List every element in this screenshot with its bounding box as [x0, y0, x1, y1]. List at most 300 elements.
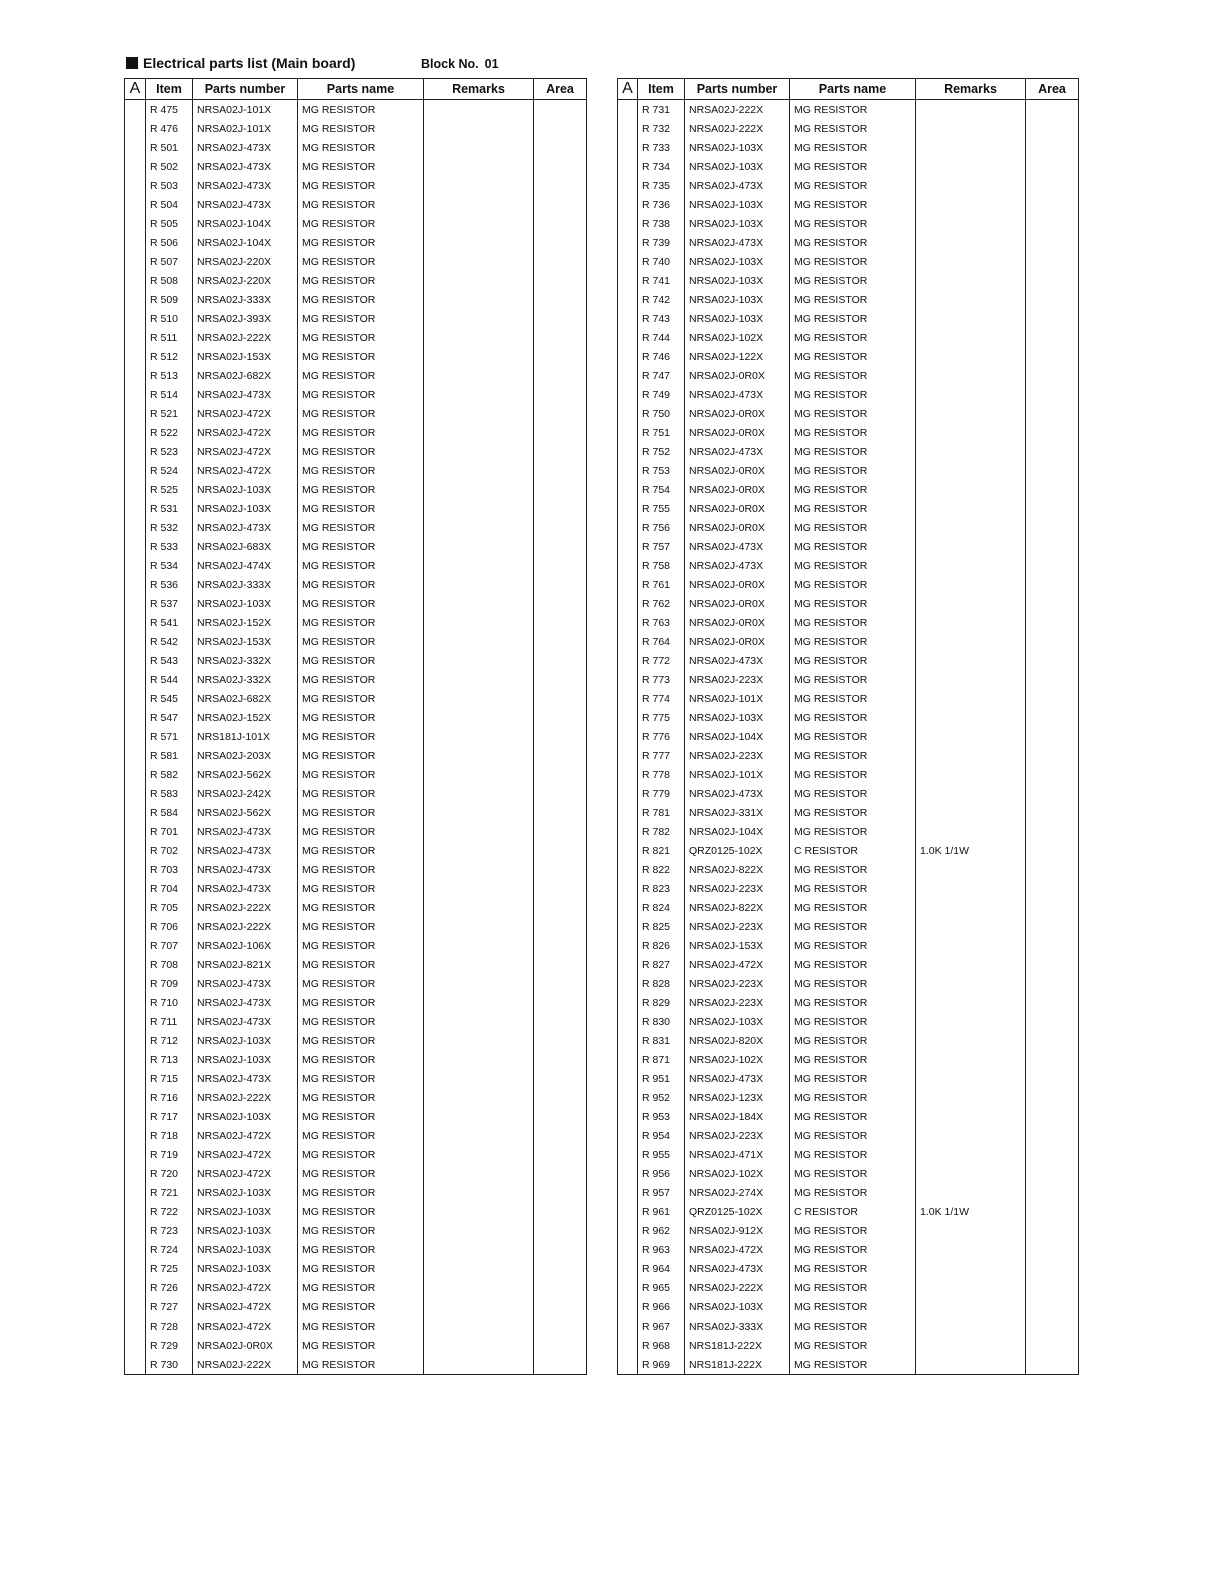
cell-a [125, 138, 146, 157]
table-row [618, 100, 1079, 120]
cell-area [1026, 689, 1079, 708]
cell-remarks [424, 823, 534, 842]
cell-parts-name: MG RESISTOR [298, 1317, 424, 1336]
cell-area [534, 1317, 587, 1336]
cell-a [125, 728, 146, 747]
cell-a [125, 785, 146, 804]
cell-a [618, 347, 638, 366]
cell-area [534, 1279, 587, 1298]
cell-remarks [424, 594, 534, 613]
table-row [125, 1241, 587, 1260]
table-row [618, 1241, 1079, 1260]
column-header-item: Item [146, 79, 193, 100]
cell-a [618, 709, 638, 728]
cell-area [534, 119, 587, 138]
cell-remarks [424, 994, 534, 1013]
table-row [618, 347, 1079, 366]
cell-parts-number: NRSA02J-822X [685, 861, 790, 880]
cell-remarks [424, 404, 534, 423]
cell-parts-number: NRSA02J-473X [685, 1070, 790, 1089]
cell-a [618, 1241, 638, 1260]
table-row [618, 138, 1079, 157]
cell-parts-name: MG RESISTOR [790, 290, 916, 309]
cell-a [125, 994, 146, 1013]
cell-item: R 476 [146, 119, 193, 138]
cell-item: R 715 [146, 1070, 193, 1089]
cell-item: R 755 [638, 499, 685, 518]
cell-item: R 504 [146, 195, 193, 214]
cell-item: R 536 [146, 575, 193, 594]
cell-a [618, 1032, 638, 1051]
cell-remarks [424, 442, 534, 461]
cell-a [618, 366, 638, 385]
cell-parts-name: MG RESISTOR [790, 309, 916, 328]
cell-parts-name: MG RESISTOR [790, 1089, 916, 1108]
cell-a [618, 842, 638, 861]
cell-item: R 763 [638, 613, 685, 632]
cell-parts-number: NRSA02J-471X [685, 1146, 790, 1165]
cell-item: R 778 [638, 766, 685, 785]
cell-area [534, 613, 587, 632]
cell-remarks [916, 1108, 1026, 1127]
table-row [125, 138, 587, 157]
cell-parts-name: MG RESISTOR [298, 252, 424, 271]
cell-remarks [916, 937, 1026, 956]
cell-parts-number: NRSA02J-103X [685, 157, 790, 176]
cell-item: R 710 [146, 994, 193, 1013]
cell-parts-name: MG RESISTOR [298, 689, 424, 708]
cell-remarks [424, 709, 534, 728]
cell-area [1026, 385, 1079, 404]
cell-area [534, 823, 587, 842]
cell-parts-number: NRSA02J-473X [193, 975, 298, 994]
cell-parts-name: MG RESISTOR [790, 1108, 916, 1127]
cell-a [618, 937, 638, 956]
cell-a [618, 1127, 638, 1146]
cell-area [534, 347, 587, 366]
cell-parts-name: MG RESISTOR [790, 1165, 916, 1184]
cell-a [125, 823, 146, 842]
table-row [618, 1260, 1079, 1279]
cell-item: R 781 [638, 804, 685, 823]
cell-parts-name: MG RESISTOR [298, 1089, 424, 1108]
cell-item: R 514 [146, 385, 193, 404]
cell-parts-name: MG RESISTOR [298, 1260, 424, 1279]
cell-parts-number: NRSA02J-103X [685, 214, 790, 233]
column-header-remarks: Remarks [916, 79, 1026, 100]
cell-a [125, 157, 146, 176]
cell-parts-number: NRSA02J-103X [685, 709, 790, 728]
table-row [125, 1089, 587, 1108]
cell-parts-name: MG RESISTOR [790, 195, 916, 214]
cell-parts-number: NRSA02J-682X [193, 689, 298, 708]
cell-area [1026, 214, 1079, 233]
cell-parts-number: NRSA02J-822X [685, 899, 790, 918]
cell-a [125, 271, 146, 290]
cell-a [125, 766, 146, 785]
cell-area [534, 975, 587, 994]
cell-item: R 734 [638, 157, 685, 176]
cell-item: R 523 [146, 442, 193, 461]
cell-area [534, 747, 587, 766]
cell-remarks [916, 651, 1026, 670]
cell-area [534, 651, 587, 670]
table-row [125, 119, 587, 138]
cell-parts-number: NRSA02J-472X [193, 1146, 298, 1165]
table-row [125, 1070, 587, 1089]
cell-parts-number: NRSA02J-333X [193, 290, 298, 309]
cell-parts-number: NRSA02J-103X [685, 290, 790, 309]
cell-parts-number: QRZ0125-102X [685, 842, 790, 861]
cell-parts-number: NRS181J-222X [685, 1336, 790, 1355]
cell-parts-name: MG RESISTOR [790, 994, 916, 1013]
cell-remarks [424, 290, 534, 309]
table-row [125, 195, 587, 214]
table-row [618, 747, 1079, 766]
cell-a [618, 956, 638, 975]
cell-a [125, 670, 146, 689]
cell-item: R 508 [146, 271, 193, 290]
cell-item: R 739 [638, 233, 685, 252]
table-row [125, 1013, 587, 1032]
cell-a [618, 899, 638, 918]
cell-a [618, 404, 638, 423]
cell-parts-number: NRSA02J-393X [193, 309, 298, 328]
table-row [618, 1222, 1079, 1241]
table-row [618, 176, 1079, 195]
cell-a [618, 233, 638, 252]
cell-a [125, 975, 146, 994]
table-row [618, 918, 1079, 937]
cell-parts-name: MG RESISTOR [790, 613, 916, 632]
table-row [618, 157, 1079, 176]
table-row [618, 899, 1079, 918]
cell-parts-number: NRSA02J-472X [193, 1127, 298, 1146]
cell-a [125, 1317, 146, 1336]
cell-a [618, 575, 638, 594]
cell-remarks [424, 842, 534, 861]
table-row [618, 1089, 1079, 1108]
cell-area [534, 328, 587, 347]
cell-parts-number: NRSA02J-0R0X [193, 1336, 298, 1355]
cell-area [534, 670, 587, 689]
cell-remarks [424, 423, 534, 442]
cell-item: R 752 [638, 442, 685, 461]
cell-item: R 704 [146, 880, 193, 899]
cell-item: R 722 [146, 1203, 193, 1222]
cell-item: R 957 [638, 1184, 685, 1203]
cell-area [534, 994, 587, 1013]
table-row [125, 1279, 587, 1298]
cell-area [534, 709, 587, 728]
cell-area [534, 842, 587, 861]
column-header-parts-name: Parts name [298, 79, 424, 100]
cell-area [1026, 1146, 1079, 1165]
cell-parts-number: NRSA02J-103X [193, 1241, 298, 1260]
cell-parts-number: NRSA02J-473X [193, 842, 298, 861]
cell-parts-name: MG RESISTOR [790, 423, 916, 442]
cell-remarks [424, 975, 534, 994]
column-header-area: Area [1026, 79, 1079, 100]
cell-area [1026, 252, 1079, 271]
table-row [125, 880, 587, 899]
cell-parts-number: NRSA02J-473X [193, 861, 298, 880]
cell-parts-number: NRSA02J-0R0X [685, 423, 790, 442]
cell-parts-number: NRSA02J-103X [193, 594, 298, 613]
cell-item: R 744 [638, 328, 685, 347]
cell-parts-name: MG RESISTOR [298, 823, 424, 842]
cell-parts-number: NRSA02J-223X [685, 994, 790, 1013]
cell-remarks [916, 747, 1026, 766]
cell-remarks [424, 1127, 534, 1146]
cell-a [618, 328, 638, 347]
cell-item: R 735 [638, 176, 685, 195]
cell-parts-number: NRSA02J-472X [193, 1317, 298, 1336]
cell-remarks [916, 328, 1026, 347]
table-row [618, 556, 1079, 575]
cell-a [125, 1127, 146, 1146]
cell-remarks [424, 804, 534, 823]
cell-remarks [916, 290, 1026, 309]
cell-parts-name: MG RESISTOR [790, 100, 916, 120]
cell-parts-number: NRSA02J-562X [193, 804, 298, 823]
cell-parts-number: NRSA02J-682X [193, 366, 298, 385]
cell-a [618, 461, 638, 480]
cell-remarks [424, 271, 534, 290]
cell-item: R 571 [146, 728, 193, 747]
cell-area [534, 442, 587, 461]
cell-a [618, 823, 638, 842]
cell-item: R 709 [146, 975, 193, 994]
cell-remarks [916, 1165, 1026, 1184]
cell-remarks [916, 157, 1026, 176]
cell-remarks [916, 1222, 1026, 1241]
cell-parts-name: MG RESISTOR [298, 1070, 424, 1089]
cell-area [534, 785, 587, 804]
table-row [618, 651, 1079, 670]
cell-area [1026, 1222, 1079, 1241]
cell-remarks [424, 385, 534, 404]
cell-item: R 706 [146, 918, 193, 937]
cell-parts-number: NRSA02J-223X [685, 670, 790, 689]
table-row [125, 613, 587, 632]
cell-parts-name: MG RESISTOR [790, 918, 916, 937]
cell-item: R 827 [638, 956, 685, 975]
cell-remarks [424, 537, 534, 556]
cell-parts-name: MG RESISTOR [298, 195, 424, 214]
cell-parts-name: MG RESISTOR [790, 176, 916, 195]
cell-area [1026, 1260, 1079, 1279]
cell-parts-name: MG RESISTOR [298, 956, 424, 975]
cell-remarks [424, 1317, 534, 1336]
cell-parts-number: NRSA02J-222X [193, 918, 298, 937]
cell-remarks [916, 956, 1026, 975]
cell-parts-name: MG RESISTOR [298, 309, 424, 328]
cell-parts-name: MG RESISTOR [298, 347, 424, 366]
block-number [421, 57, 499, 71]
cell-a [618, 271, 638, 290]
cell-remarks [916, 385, 1026, 404]
cell-remarks [916, 1013, 1026, 1032]
cell-remarks [916, 271, 1026, 290]
cell-parts-name: MG RESISTOR [790, 594, 916, 613]
cell-parts-name: MG RESISTOR [298, 1222, 424, 1241]
cell-parts-number: NRSA02J-103X [685, 309, 790, 328]
table-row [125, 1051, 587, 1070]
cell-area [534, 1298, 587, 1317]
cell-parts-number: NRSA02J-472X [193, 461, 298, 480]
cell-item: R 757 [638, 537, 685, 556]
table-row [125, 747, 587, 766]
cell-remarks [424, 899, 534, 918]
cell-area [534, 1013, 587, 1032]
table-row [618, 709, 1079, 728]
cell-remarks [424, 1222, 534, 1241]
cell-parts-name: MG RESISTOR [298, 785, 424, 804]
cell-remarks [916, 423, 1026, 442]
cell-parts-name: MG RESISTOR [790, 233, 916, 252]
table-row [125, 366, 587, 385]
cell-area [534, 461, 587, 480]
cell-item: R 742 [638, 290, 685, 309]
cell-parts-name: MG RESISTOR [298, 499, 424, 518]
cell-item: R 718 [146, 1127, 193, 1146]
cell-parts-name: MG RESISTOR [790, 728, 916, 747]
table-row [125, 1184, 587, 1203]
cell-remarks [424, 1089, 534, 1108]
cell-a [125, 861, 146, 880]
cell-parts-number: NRSA02J-562X [193, 766, 298, 785]
cell-a [618, 442, 638, 461]
cell-remarks [424, 100, 534, 120]
cell-parts-name: MG RESISTOR [790, 651, 916, 670]
cell-area [1026, 1013, 1079, 1032]
cell-parts-number: NRSA02J-103X [193, 480, 298, 499]
cell-remarks [424, 1336, 534, 1355]
cell-area [1026, 632, 1079, 651]
table-row [125, 556, 587, 575]
cell-parts-name: MG RESISTOR [298, 728, 424, 747]
cell-area [1026, 195, 1079, 214]
cell-area [534, 271, 587, 290]
cell-area [534, 1146, 587, 1165]
cell-parts-name: MG RESISTOR [298, 556, 424, 575]
cell-a [125, 233, 146, 252]
cell-a [618, 1260, 638, 1279]
cell-item: R 751 [638, 423, 685, 442]
cell-area [1026, 975, 1079, 994]
table-row [618, 994, 1079, 1013]
cell-item: R 955 [638, 1146, 685, 1165]
cell-remarks [916, 594, 1026, 613]
cell-remarks [424, 1298, 534, 1317]
cell-a [618, 632, 638, 651]
cell-item: R 740 [638, 252, 685, 271]
cell-parts-name: MG RESISTOR [790, 766, 916, 785]
cell-a [618, 1317, 638, 1336]
cell-area [1026, 1336, 1079, 1355]
cell-parts-number: NRSA02J-222X [685, 1279, 790, 1298]
cell-area [534, 1127, 587, 1146]
cell-parts-name: MG RESISTOR [790, 1317, 916, 1336]
cell-parts-name: MG RESISTOR [298, 271, 424, 290]
table-row [125, 1032, 587, 1051]
cell-a [618, 785, 638, 804]
cell-parts-number: NRSA02J-473X [685, 556, 790, 575]
cell-remarks [424, 918, 534, 937]
table-row [618, 1146, 1079, 1165]
cell-remarks [424, 670, 534, 689]
cell-item: R 775 [638, 709, 685, 728]
cell-item: R 962 [638, 1222, 685, 1241]
cell-parts-number: NRSA02J-103X [685, 271, 790, 290]
cell-a [618, 309, 638, 328]
cell-a [125, 1165, 146, 1184]
cell-remarks [916, 823, 1026, 842]
cell-area [534, 1165, 587, 1184]
cell-item: R 506 [146, 233, 193, 252]
cell-a [125, 1298, 146, 1317]
cell-a [125, 1279, 146, 1298]
cell-remarks [424, 119, 534, 138]
cell-parts-name: MG RESISTOR [790, 404, 916, 423]
cell-parts-number: NRSA02J-153X [685, 937, 790, 956]
cell-parts-name: MG RESISTOR [790, 956, 916, 975]
cell-remarks [424, 233, 534, 252]
cell-parts-number: NRSA02J-223X [685, 747, 790, 766]
cell-a [618, 119, 638, 138]
cell-remarks [916, 575, 1026, 594]
cell-parts-name: MG RESISTOR [790, 480, 916, 499]
cell-area [1026, 899, 1079, 918]
cell-parts-number: NRSA02J-0R0X [685, 518, 790, 537]
cell-parts-name: MG RESISTOR [298, 100, 424, 120]
table-row [618, 195, 1079, 214]
cell-item: R 533 [146, 537, 193, 556]
table-row [618, 861, 1079, 880]
cell-parts-name: MG RESISTOR [298, 1336, 424, 1355]
cell-parts-number: NRSA02J-222X [193, 1089, 298, 1108]
cell-item: R 738 [638, 214, 685, 233]
cell-a [125, 499, 146, 518]
cell-parts-number: NRSA02J-473X [685, 1260, 790, 1279]
cell-parts-name: MG RESISTOR [790, 1355, 916, 1375]
cell-item: R 703 [146, 861, 193, 880]
table-row [618, 1070, 1079, 1089]
cell-area [534, 499, 587, 518]
table-row [618, 842, 1079, 861]
cell-parts-name: MG RESISTOR [790, 1222, 916, 1241]
cell-a [618, 1355, 638, 1375]
table-row [618, 804, 1079, 823]
column-header-remarks: Remarks [424, 79, 534, 100]
cell-item: R 729 [146, 1336, 193, 1355]
cell-area [534, 309, 587, 328]
cell-area [1026, 556, 1079, 575]
cell-parts-name: MG RESISTOR [298, 766, 424, 785]
cell-parts-name: MG RESISTOR [298, 804, 424, 823]
cell-item: R 964 [638, 1260, 685, 1279]
table-row [125, 100, 587, 120]
table-row [125, 347, 587, 366]
cell-parts-number: NRSA02J-222X [685, 119, 790, 138]
cell-parts-number: NRSA02J-0R0X [685, 594, 790, 613]
cell-area [1026, 442, 1079, 461]
table-row [125, 709, 587, 728]
cell-a [618, 689, 638, 708]
table-row [618, 975, 1079, 994]
cell-a [618, 1108, 638, 1127]
